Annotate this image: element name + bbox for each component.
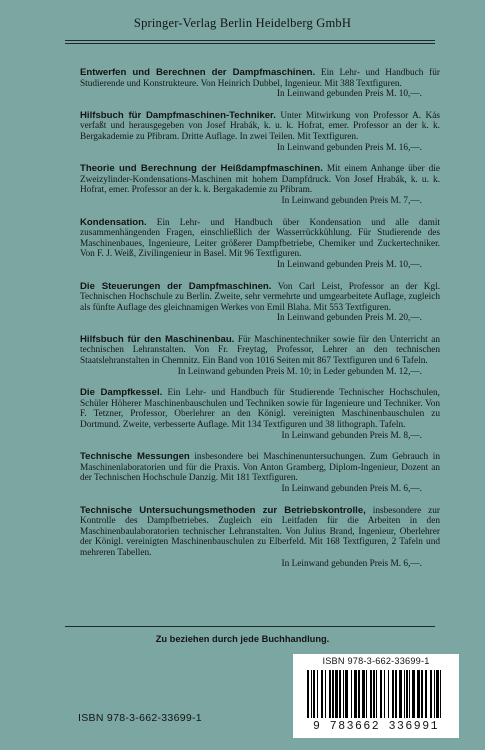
top-rule: [65, 40, 435, 41]
book-entry: [80, 218, 440, 271]
barcode-bar: [412, 670, 415, 718]
barcode-bar: [384, 670, 385, 718]
book-title: Hilfsbuch für Dampfmaschinen-Techniker.: [80, 109, 276, 121]
book-title: Technische Messungen: [80, 451, 190, 463]
book-entry: [80, 164, 440, 206]
barcode-bar: [430, 670, 432, 718]
barcode-bar: [321, 670, 323, 718]
book-entry: [80, 452, 440, 494]
book-title: Technische Untersuchungsmethoden zur Betriebskontrolle,: [80, 504, 366, 516]
book-description: Ein Lehr- und Handbuch über Kondensation und alle damit zusammenhängenden Fragen, einschließlich der Wasserrückkühlung. Für Studierende des Maschinenbaues, Ingenieure, Leiter größerer Dampfbetriebe, Chemiker und Zuckertechniker. Von F. J. Weiß, Zivilingenieur in Basel. Mit 96 Textfiguren.: [80, 217, 440, 260]
book-list: [80, 68, 440, 580]
book-title: Die Dampfkessel.: [80, 387, 163, 399]
barcode-bar: [399, 670, 402, 718]
barcode-icon: [307, 670, 445, 720]
barcode-bar: [358, 670, 360, 718]
barcode-bar: [409, 670, 410, 718]
book-entry: [80, 335, 440, 377]
book-price: In Leinwand gebunden Preis M. 6,—.: [281, 484, 422, 494]
barcode-bar: [362, 670, 365, 718]
barcode-bar: [351, 670, 352, 718]
publisher-name: Springer-Verlag Berlin Heidelberg GmbH: [133, 16, 352, 30]
isbn-text: ISBN 978-3-662-33699-1: [78, 712, 202, 724]
book-entry: [80, 506, 440, 570]
book-entry: [80, 282, 440, 324]
barcode-label: [293, 654, 459, 738]
barcode-bar: [417, 670, 420, 718]
book-entry: [80, 111, 440, 153]
barcode-bar: [311, 670, 312, 718]
book-description: Für Maschinentechniker sowie für den Unterricht an technischen Lehranstalten. Von Fr. Freytag, Professor, Lehrer an den technischen Staatslehranstalten in Chemnitz. Ein Band von 1016 Seiten mit 867 Textfiguren und 6 Tafeln.: [80, 334, 440, 367]
barcode-bar: [395, 670, 397, 718]
barcode-bar: [343, 670, 344, 718]
barcode-bar: [370, 670, 372, 718]
barcode-bar: [317, 670, 318, 718]
book-title: Entwerfen und Berechnen der Dampfmaschinen.: [80, 67, 316, 78]
barcode-bar: [380, 670, 382, 718]
barcode-bar: [332, 670, 334, 718]
barcode-bar: [421, 670, 423, 718]
barcode-digits: 9 783662 336991: [312, 720, 440, 733]
book-description: insbesondere zur Kontrolle des Dampfbetriebes. Zugleich ein Leitfaden für die Arbeiten in den Maschinenbaulaboratorien technischer Lehranstalten. Von Julius Brand, Ingenieur, Oberlehrer der Königl. vereinigten Maschinenbauschulen zu Elberfeld. Mit 168 Textfiguren, 2 Tafeln und mehreren Tabellen.: [80, 505, 441, 558]
barcode-bar: [425, 670, 427, 718]
book-price: In Leinwand gebunden Preis M. 10; in Leder gebunden M. 12,—.: [177, 366, 422, 377]
book-description: Ein Lehr- und Handbuch für Studierende Technischer Hochschulen, Schüler Höherer Maschinenbauschulen und Techniken sowie für Ingenieure und Techniker. Von F. Tetzner, Professor, Oberlehrer an den Königl. vereinigten Maschinenbauschulen zu Dortmund. Zweite, verbesserte Auflage. Mit 134 Textfiguren und 38 lithograph. Tafeln.: [80, 388, 441, 431]
barcode-bar: [366, 670, 367, 718]
barcode-isbn: ISBN 978-3-662-33699-1: [322, 656, 430, 666]
book-title: Kondensation.: [80, 216, 147, 228]
book-price: In Leinwand gebunden Preis M. 10,—.: [276, 89, 422, 100]
book-price: In Leinwand gebunden Preis M. 7,—.: [281, 195, 422, 206]
book-description: insbesondere bei Maschinenuntersuchungen. Zum Gebrauch in Maschinenlaboratorien und für die Praxis. Von Anton Gramberg, Diplom-Ingenieur, Dozent an der Technischen Hochschule Danzig. Mit 181 Textfiguren.: [80, 452, 441, 484]
book-description: Ein Lehr- und Handbuch für Studierende und Konstrukteure. Von Heinrich Dubbel, Ingenieur. Mit 388 Textfiguren.: [80, 68, 440, 89]
barcode-bar: [313, 670, 315, 718]
barcode-bar: [325, 670, 326, 718]
barcode-bar: [434, 670, 435, 718]
barcode-bar: [307, 670, 309, 718]
book-title: Theorie und Berechnung der Heißdampfmaschinen.: [80, 163, 323, 175]
availability-note: Zu beziehen durch jede Buchhandlung.: [155, 634, 330, 644]
bottom-rule: [65, 626, 435, 627]
book-price: In Leinwand gebunden Preis M. 20,—.: [276, 313, 422, 324]
barcode-bar: [404, 670, 405, 718]
book-entry: [80, 68, 440, 100]
book-title: Hilfsbuch für den Maschinenbau.: [80, 333, 235, 345]
book-title: Die Steuerungen der Dampfmaschinen.: [80, 280, 272, 292]
barcode-bar: [406, 670, 408, 718]
book-price: In Leinwand gebunden Preis M. 6,—.: [281, 558, 422, 569]
barcode-bar: [345, 670, 348, 718]
book-description: Mit einem Anhange über die Zweizylinder-Kondensations-Maschinen mit hohem Dampfdruck. Von Josef Hrabák, k. u. k. Hofrat, emer. Professor an der k. k. Bergakademie zu Přibram.: [80, 164, 441, 196]
barcode-bar: [354, 670, 357, 718]
barcode-bar: [392, 670, 394, 718]
barcode-bar: [440, 670, 441, 718]
barcode-bar: [373, 670, 375, 718]
top-rule-secondary: [65, 43, 435, 44]
book-price: In Leinwand gebunden Preis M. 8,—.: [281, 430, 422, 441]
book-price: In Leinwand gebunden Preis M. 16,—.: [276, 142, 422, 153]
barcode-bar: [329, 670, 331, 718]
book-price: In Leinwand gebunden Preis M. 10,—.: [276, 259, 422, 270]
book-entry: [80, 388, 440, 441]
barcode-bar: [339, 670, 341, 718]
barcode-bar: [335, 670, 338, 718]
barcode-bar: [376, 670, 377, 718]
barcode-bar: [436, 670, 439, 718]
book-description: Unter Mitwirkung von Professor A. Kás verfaßt und herausgegeben von Josef Hrabák, k. u. k. Hofrat, emer. Professor an der k. k. Bergakademie zu Přibram. Dritte Auflage. In zwei Teilen. Mit Textfiguren.: [80, 110, 441, 142]
book-description: Von Carl Leist, Professor an der Kgl. Technischen Hochschule zu Berlin. Zweite, sehr vermehrte und umgearbeitete Auflage, zugleich als fünfte Auflage des gleichnamigen Werkes von Emil Blaha. Mit 553 Textfiguren.: [80, 281, 441, 313]
barcode-bar: [388, 670, 389, 718]
